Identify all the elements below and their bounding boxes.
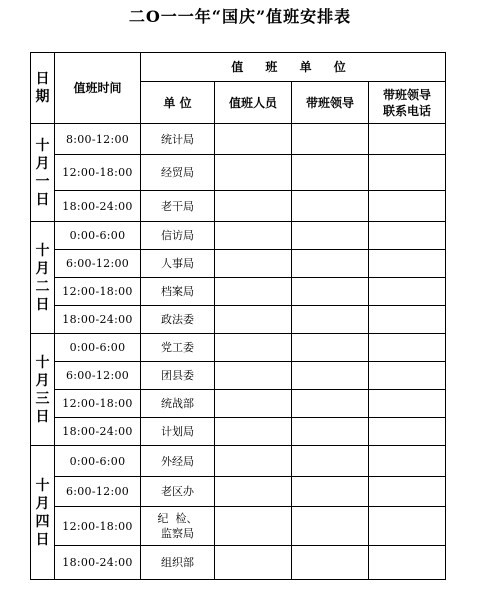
table-row	[31, 362, 446, 390]
time-slot: 18:00-24:00	[55, 418, 141, 446]
table-row	[31, 191, 446, 222]
time-slot: 8:00-12:00	[55, 124, 141, 155]
leader-cell[interactable]	[292, 418, 369, 446]
page-title: 二O一一年“国庆”值班安排表	[128, 7, 352, 26]
header-unit-group: 值 班 单 位	[141, 53, 446, 82]
header-leader: 带班领导	[292, 82, 369, 124]
day-label-char: 日	[35, 296, 50, 313]
unit-name	[141, 362, 215, 390]
leader-phone-cell[interactable]	[369, 477, 446, 507]
staff-cell[interactable]	[215, 546, 292, 580]
day-label-char: 十	[35, 477, 50, 494]
unit-name-line: 统战部	[161, 397, 194, 410]
unit-name	[141, 191, 215, 222]
day-label-char: 十	[35, 242, 50, 259]
unit-name	[141, 390, 215, 418]
unit-name	[141, 278, 215, 306]
day-label-char: 日	[35, 191, 50, 208]
day-label	[31, 222, 55, 334]
staff-cell[interactable]	[215, 446, 292, 477]
table-row	[31, 306, 446, 334]
unit-name-line: 信访局	[161, 229, 194, 242]
leader-phone-cell[interactable]	[369, 250, 446, 278]
leader-phone-cell[interactable]	[369, 546, 446, 580]
unit-name-line: 政法委	[161, 313, 194, 326]
unit-name-line: 老区办	[161, 485, 194, 498]
leader-cell[interactable]	[292, 446, 369, 477]
staff-cell[interactable]	[215, 250, 292, 278]
table-row	[31, 222, 446, 250]
header-time: 值班时间	[55, 53, 141, 124]
table-row	[31, 155, 446, 191]
time-slot: 6:00-12:00	[55, 362, 141, 390]
day-label-char: 十	[35, 354, 50, 371]
unit-name	[141, 124, 215, 155]
leader-cell[interactable]	[292, 278, 369, 306]
time-slot: 18:00-24:00	[55, 546, 141, 580]
table-row	[31, 507, 446, 546]
leader-cell[interactable]	[292, 546, 369, 580]
leader-phone-cell[interactable]	[369, 446, 446, 477]
leader-cell[interactable]	[292, 124, 369, 155]
staff-cell[interactable]	[215, 390, 292, 418]
unit-name	[141, 546, 215, 580]
leader-phone-cell[interactable]	[369, 362, 446, 390]
table-row	[31, 390, 446, 418]
leader-phone-cell[interactable]	[369, 124, 446, 155]
unit-name-line: 档案局	[161, 285, 194, 298]
day-label-char: 月	[35, 372, 50, 389]
unit-name	[141, 477, 215, 507]
header-leader-phone-line-2: 联系电话	[383, 103, 432, 118]
unit-name-line: 人事局	[161, 257, 194, 270]
day-label-char: 一	[35, 173, 50, 190]
leader-cell[interactable]	[292, 306, 369, 334]
leader-cell[interactable]	[292, 390, 369, 418]
time-slot: 6:00-12:00	[55, 250, 141, 278]
leader-phone-cell[interactable]	[369, 507, 446, 546]
header-leader-phone	[369, 82, 446, 124]
table-row	[31, 124, 446, 155]
unit-name-line: 经贸局	[161, 166, 194, 179]
leader-cell[interactable]	[292, 155, 369, 191]
day-label	[31, 334, 55, 446]
time-slot: 12:00-18:00	[55, 155, 141, 191]
time-slot: 12:00-18:00	[55, 390, 141, 418]
unit-name	[141, 334, 215, 362]
leader-phone-cell[interactable]	[369, 222, 446, 250]
header-day-char-2: 期	[35, 89, 50, 105]
day-label-char: 月	[35, 495, 50, 512]
staff-cell[interactable]	[215, 418, 292, 446]
unit-name-line: 监察局	[161, 527, 194, 540]
header-day	[31, 53, 55, 124]
staff-cell[interactable]	[215, 278, 292, 306]
leader-cell[interactable]	[292, 477, 369, 507]
time-slot: 0:00-6:00	[55, 222, 141, 250]
time-slot: 18:00-24:00	[55, 191, 141, 222]
day-label-char: 二	[35, 278, 50, 295]
unit-name-line: 团县委	[161, 369, 194, 382]
table-row	[31, 546, 446, 580]
day-label-char: 月	[35, 260, 50, 277]
unit-name	[141, 446, 215, 477]
header-staff: 值班人员	[215, 82, 292, 124]
unit-name	[141, 507, 215, 546]
unit-name-line: 组织部	[161, 556, 194, 569]
duty-schedule-table	[30, 52, 446, 580]
staff-cell[interactable]	[215, 124, 292, 155]
day-label	[31, 124, 55, 222]
time-slot: 6:00-12:00	[55, 477, 141, 507]
table-row	[31, 334, 446, 362]
day-label-char: 日	[35, 531, 50, 548]
staff-cell[interactable]	[215, 306, 292, 334]
unit-name	[141, 418, 215, 446]
leader-phone-cell[interactable]	[369, 334, 446, 362]
header-leader-phone-line-1: 带班领导	[383, 87, 432, 102]
leader-cell[interactable]	[292, 222, 369, 250]
table-row	[31, 446, 446, 477]
time-slot: 18:00-24:00	[55, 306, 141, 334]
leader-cell[interactable]	[292, 250, 369, 278]
leader-cell[interactable]	[292, 191, 369, 222]
day-label-char: 十	[35, 137, 50, 154]
unit-name-line: 外经局	[161, 454, 194, 468]
leader-phone-cell[interactable]	[369, 278, 446, 306]
staff-cell[interactable]	[215, 155, 292, 191]
table-row	[31, 250, 446, 278]
leader-cell[interactable]	[292, 362, 369, 390]
leader-phone-cell[interactable]	[369, 390, 446, 418]
leader-phone-cell[interactable]	[369, 191, 446, 222]
table-row	[31, 418, 446, 446]
staff-cell[interactable]	[215, 334, 292, 362]
unit-name	[141, 155, 215, 191]
day-label-char: 月	[35, 155, 50, 172]
unit-name-line: 老干局	[161, 199, 194, 213]
leader-phone-cell[interactable]	[369, 155, 446, 191]
unit-name-line: 计划局	[161, 425, 194, 438]
header-day-char-1: 日	[35, 71, 50, 87]
time-slot: 12:00-18:00	[55, 278, 141, 306]
table-row	[31, 477, 446, 507]
staff-cell[interactable]	[215, 191, 292, 222]
staff-cell[interactable]	[215, 477, 292, 507]
staff-cell[interactable]	[215, 222, 292, 250]
leader-cell[interactable]	[292, 507, 369, 546]
day-label-char: 日	[35, 408, 50, 425]
table-row	[31, 278, 446, 306]
staff-cell[interactable]	[215, 507, 292, 546]
time-slot: 12:00-18:00	[55, 507, 141, 546]
unit-name	[141, 250, 215, 278]
staff-cell[interactable]	[215, 362, 292, 390]
day-label-char: 三	[35, 390, 50, 407]
day-label	[31, 446, 55, 580]
time-slot: 0:00-6:00	[55, 334, 141, 362]
leader-phone-cell[interactable]	[369, 306, 446, 334]
header-unit: 单 位	[141, 82, 215, 124]
unit-name-line: 统计局	[161, 132, 194, 146]
unit-name	[141, 222, 215, 250]
unit-name-line: 党工委	[161, 341, 194, 354]
time-slot: 0:00-6:00	[55, 446, 141, 477]
leader-cell[interactable]	[292, 334, 369, 362]
unit-name-line: 纪 检、	[157, 512, 198, 525]
day-label-char: 四	[35, 513, 50, 530]
leader-phone-cell[interactable]	[369, 418, 446, 446]
unit-name	[141, 306, 215, 334]
